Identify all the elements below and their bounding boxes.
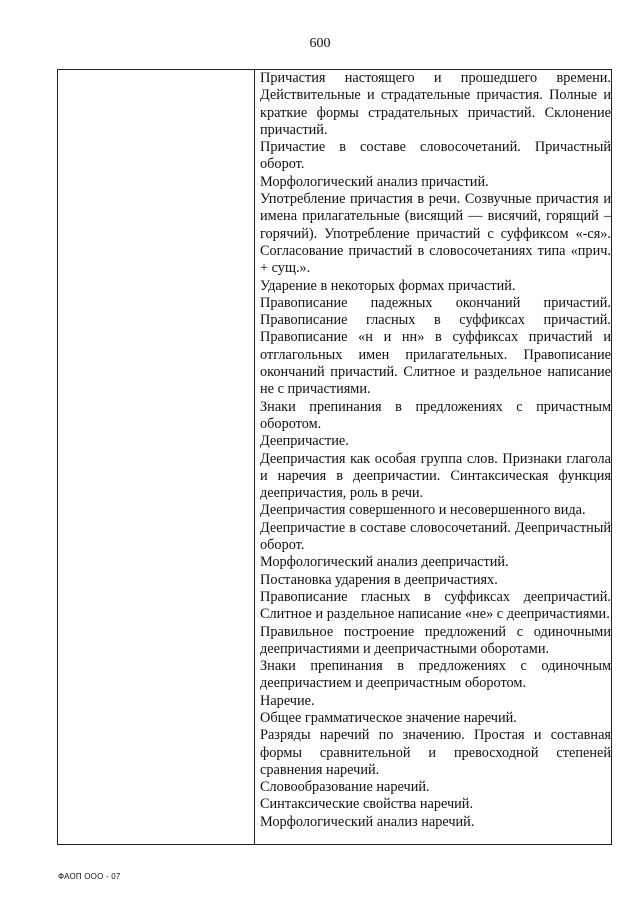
paragraph-gerund-features: Деепричастия как особая группа слов. Признаки глагола и наречия в деепричастии. Синтаксическая функция деепричастия, роль в речи.	[260, 450, 611, 502]
paragraph-gerund-stress: Постановка ударения в деепричастиях.	[260, 571, 498, 588]
content-cell	[260, 70, 611, 831]
paragraph-participle-phrases: Причастие в составе словосочетаний. Причастный оборот.	[260, 139, 611, 173]
paragraph-adverb-syntax: Синтаксические свойства наречий.	[260, 796, 474, 813]
paragraph-participle-usage: Употребление причастия в речи. Созвучные причастия и имена прилагательные (висящий — висячий, горящий – горячий). Употребление причастий с суффиксом «-ся». Согласование причастий в словосочетаниях типа «прич. + сущ.».	[260, 191, 611, 277]
footer-document-code: ФАОП ООО - 07	[58, 872, 121, 881]
paragraph-adverb-meaning: Общее грамматическое значение наречий.	[260, 709, 517, 726]
paragraph-gerund-aspect: Деепричастия совершенного и несовершенного вида.	[260, 502, 586, 519]
paragraph-adverb-analysis: Морфологический анализ наречий.	[260, 813, 475, 830]
paragraph-participle-analysis: Морфологический анализ причастий.	[260, 173, 489, 190]
page-number: 600	[309, 36, 331, 51]
paragraph-gerund-punctuation: Знаки препинания в предложениях с одиночным деепричастием и деепричастным оборотом.	[260, 658, 611, 692]
program-table	[57, 69, 612, 845]
column-divider	[254, 70, 255, 844]
paragraph-gerund-heading: Деепричастие.	[260, 433, 349, 450]
paragraph-participle-stress: Ударение в некоторых формах причастий.	[260, 277, 516, 294]
paragraph-gerund-analysis: Морфологический анализ деепричастий.	[260, 554, 509, 571]
paragraph-adverb-heading: Наречие.	[260, 692, 315, 709]
paragraph-gerund-spelling: Правописание гласных в суффиксах деепричастий. Слитное и раздельное написание «не» с деепричастиями.	[260, 588, 611, 623]
paragraph-participle-punctuation: Знаки препинания в предложениях с причастным оборотом.	[260, 398, 611, 432]
paragraph-adverb-categories: Разряды наречий по значению. Простая и составная формы сравнительной и превосходной степеней сравнения наречий.	[260, 727, 611, 778]
paragraph-adverb-formation: Словообразование наречий.	[260, 779, 430, 796]
paragraph-participle-tenses: Причастия настоящего и прошедшего времени. Действительные и страдательные причастия. Полные и краткие формы страдательных причастий. Склонение причастий.	[260, 70, 611, 138]
paragraph-gerund-phrases: Деепричастие в составе словосочетаний. Деепричастный оборот.	[260, 519, 611, 554]
paragraph-gerund-sentences: Правильное построение предложений с одиночными деепричастиями и деепричастными оборотами.	[260, 623, 611, 657]
paragraph-participle-spelling: Правописание падежных окончаний причастий. Правописание гласных в суффиксах причастий. Правописание «н и нн» в суффиксах причастий и отглагольных имен прилагательных. Правописание окончаний причастий. Слитное и раздельное написание не с причастиями.	[260, 294, 611, 398]
